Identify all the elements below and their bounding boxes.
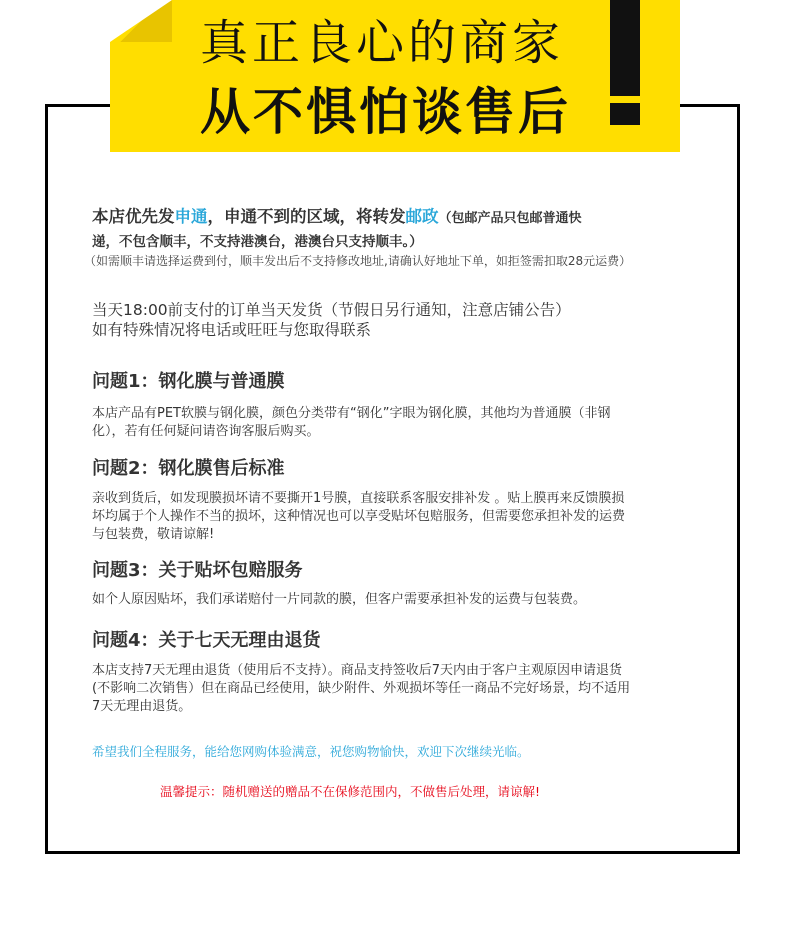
faq-question-4: 问题4：关于七天无理由退货 — [92, 630, 321, 651]
courier-post: 邮政 — [405, 207, 439, 226]
banner-corner-cut — [110, 0, 172, 42]
dispatch-time: 当天18:00前支付的订单当天发货（节假日另行通知，注意店铺公告） — [92, 301, 571, 319]
contact-note: 如有特殊情况将电话或旺旺与您取得联系 — [92, 321, 372, 339]
faq-answer-2-line-1: 亲收到货后，如发现膜损坏请不要撕开1号膜，直接联系客服安排补发 。贴上膜再来反馈膜损 — [92, 491, 625, 506]
header-title-line2: 从不惧怕谈售后 — [200, 83, 571, 141]
faq-question-2: 问题2：钢化膜售后标准 — [92, 458, 285, 479]
courier-sto: 申通 — [174, 207, 208, 226]
shipping-sf-note: （如需顺丰请选择运费到付，顺丰发出后不支持修改地址,请确认好地址下单，如拒签需扣取28元运费） — [84, 254, 632, 268]
faq-answer-1-line-2: 化），若有任何疑问请咨询客服后购买。 — [92, 424, 320, 439]
warranty-tip: 温馨提示：随机赠送的赠品不在保修范围内，不做售后处理，请谅解! — [160, 784, 541, 799]
closing-wish: 希望我们全程服务，能给您网购体验满意，祝您购物愉快，欢迎下次继续光临。 — [92, 744, 530, 759]
faq-answer-4-line-3: 7天无理由退货。 — [92, 699, 192, 714]
faq-answer-4-line-2: (不影响二次销售）但在商品已经使用，缺少附件、外观损坏等任一商品不完好场景，均不适用 — [92, 681, 631, 696]
shipping-line-1: 本店优先发申通，申通不到的区域，将转发邮政（包邮产品只包邮普通快 — [92, 207, 582, 226]
faq-answer-2-line-2: 坏均属于个人操作不当的损坏，这种情况也可以享受贴坏包赔服务，但需要您承担补发的运费 — [92, 509, 626, 524]
faq-answer-4-line-1: 本店支持7天无理由退货（使用后不支持）。商品支持签收后7天内由于客户主观原因申请退货 — [92, 663, 623, 678]
faq-question-3: 问题3：关于贴坏包赔服务 — [92, 560, 303, 581]
faq-answer-2-line-3: 与包装费，敬请谅解! — [92, 527, 215, 542]
faq-answer-3-line-1: 如个人原因贴坏，我们承诺赔付一片同款的膜，但客户需要承担补发的运费与包装费。 — [92, 592, 587, 607]
faq-answer-1-line-1: 本店产品有PET软膜与钢化膜，颜色分类带有“钢化”字眼为钢化膜，其他均为普通膜（非钢 — [92, 406, 611, 421]
shipping-line-2: 递，不包含顺丰，不支持港澳台，港澳台只支持顺丰。） — [92, 234, 423, 250]
header-title-line1: 真正良心的商家 — [200, 15, 565, 71]
faq-question-1: 问题1：钢化膜与普通膜 — [92, 371, 285, 392]
exclamation-icon — [604, 0, 646, 152]
